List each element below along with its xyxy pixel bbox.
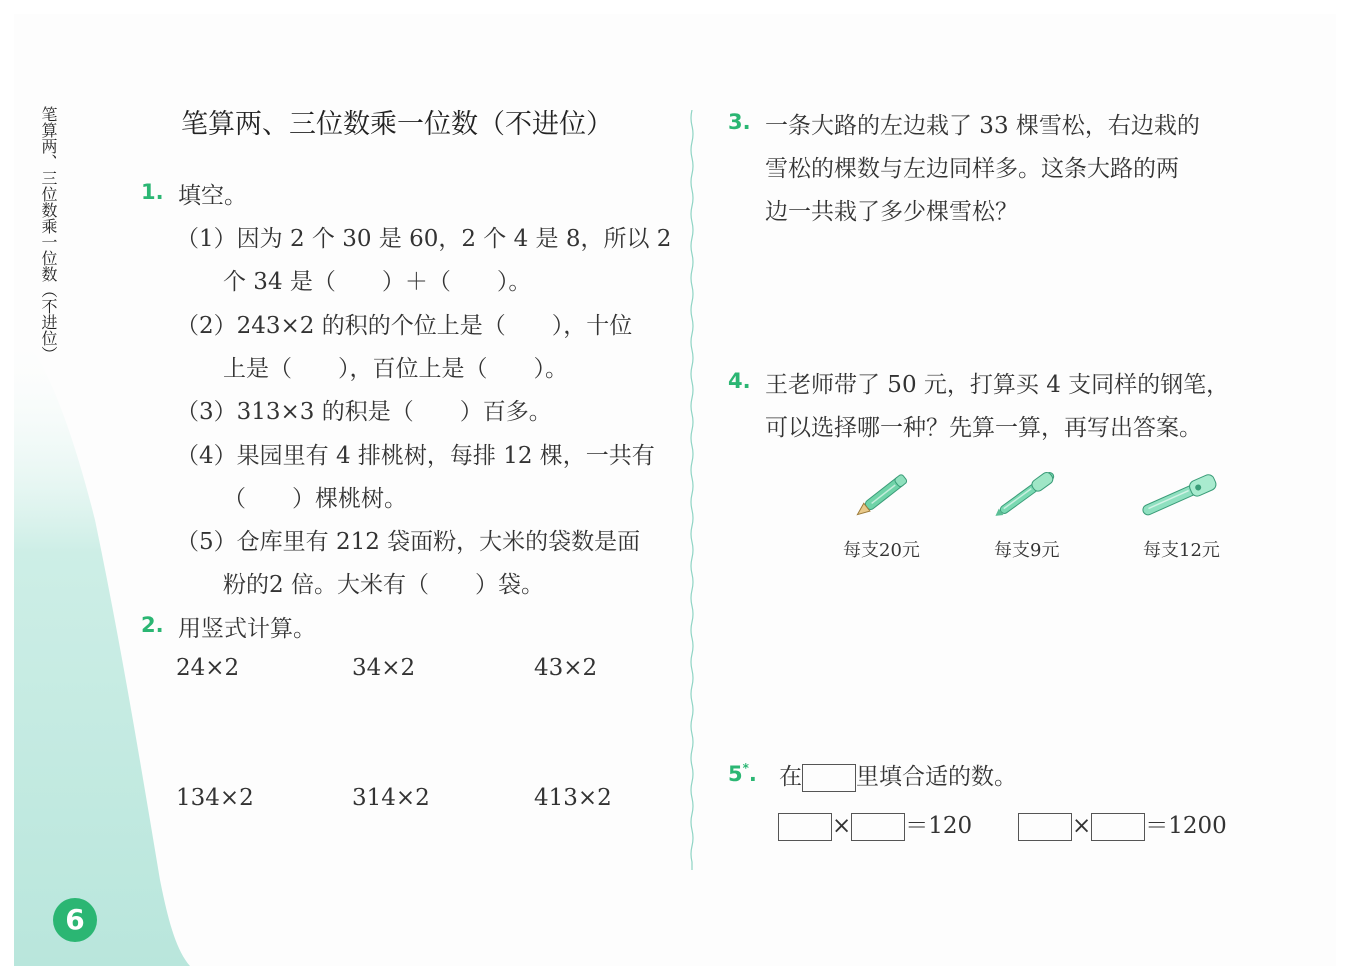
q1-line-7: （ ）棵桃树。	[223, 486, 407, 512]
q1-line-5: （3）313×3 的积是（ ）百多。	[176, 399, 552, 425]
q1-line-1: （1）因为 2 个 30 是 60，2 个 4 是 8，所以 2	[176, 226, 672, 252]
eq2-result: ＝1200	[1145, 813, 1227, 839]
answer-box[interactable]	[802, 764, 856, 792]
times-sign: ×	[832, 813, 852, 839]
q5-star-mark: *	[742, 761, 749, 775]
eq1-result: ＝120	[905, 813, 973, 839]
capped-pen-icon	[1134, 470, 1224, 522]
fountain-pen-icon	[848, 462, 922, 524]
calc-expr: 134×2	[176, 785, 254, 811]
q5-number-digit: 5	[728, 762, 743, 786]
q5-equation-1	[778, 807, 972, 841]
page-divider	[690, 110, 694, 870]
q1-stem: 填空。	[178, 183, 247, 209]
pen-price-label: 每支20元	[843, 540, 920, 561]
q1-line-2: 个 34 是（ ）＋（ ）。	[223, 269, 532, 295]
q5-stem	[779, 758, 1017, 792]
q1-line-6: （4）果园里有 4 排桃树，每排 12 棵，一共有	[176, 443, 655, 469]
q5-stem-pre: 在	[779, 764, 802, 790]
q4-line-1: 王老师带了 50 元，打算买 4 支同样的钢笔，	[765, 372, 1230, 398]
q1-line-3: （2）243×2 的积的个位上是（ ），十位	[176, 313, 633, 339]
q1-line-9: 粉的2 倍。大米有（ ）袋。	[223, 572, 544, 598]
pen-price-label: 每支12元	[1143, 540, 1220, 561]
q2-number: 2.	[141, 613, 164, 637]
q2-stem: 用竖式计算。	[178, 616, 316, 642]
calc-expr: 34×2	[352, 655, 416, 681]
q4-line-2: 可以选择哪一种？先算一算，再写出答案。	[765, 415, 1202, 441]
answer-box[interactable]	[851, 813, 905, 841]
pen-price-label: 每支9元	[994, 540, 1060, 561]
page-title: 笔算两、三位数乘一位数（不进位）	[181, 109, 613, 140]
q3-number: 3.	[728, 110, 751, 134]
q5-number-dot: .	[748, 762, 757, 786]
calc-expr: 413×2	[534, 785, 612, 811]
q5-number	[728, 761, 757, 787]
calc-expr: 43×2	[534, 655, 598, 681]
pen-icon	[987, 462, 1067, 524]
q1-line-8: （5）仓库里有 212 袋面粉，大米的袋数是面	[176, 529, 641, 555]
q5-stem-post: 里填合适的数。	[856, 764, 1017, 790]
calc-expr: 24×2	[176, 655, 240, 681]
q1-number: 1.	[141, 180, 164, 204]
q3-line-1: 一条大路的左边栽了 33 棵雪松，右边栽的	[765, 113, 1200, 139]
answer-box[interactable]	[1091, 813, 1145, 841]
answer-box[interactable]	[778, 813, 832, 841]
page-number-badge: 6	[53, 898, 97, 942]
q1-line-4: 上是（ ），百位上是（ ）。	[223, 356, 568, 382]
times-sign: ×	[1072, 813, 1092, 839]
calc-expr: 314×2	[352, 785, 430, 811]
q5-equation-2	[1018, 807, 1227, 841]
side-chapter-title: 笔算两、三位数乘一位数（不进位）	[39, 106, 58, 362]
answer-box[interactable]	[1018, 813, 1072, 841]
q3-line-2: 雪松的棵数与左边同样多。这条大路的两	[765, 156, 1179, 182]
q3-line-3: 边一共栽了多少棵雪松？	[765, 199, 1018, 225]
q4-number: 4.	[728, 369, 751, 393]
